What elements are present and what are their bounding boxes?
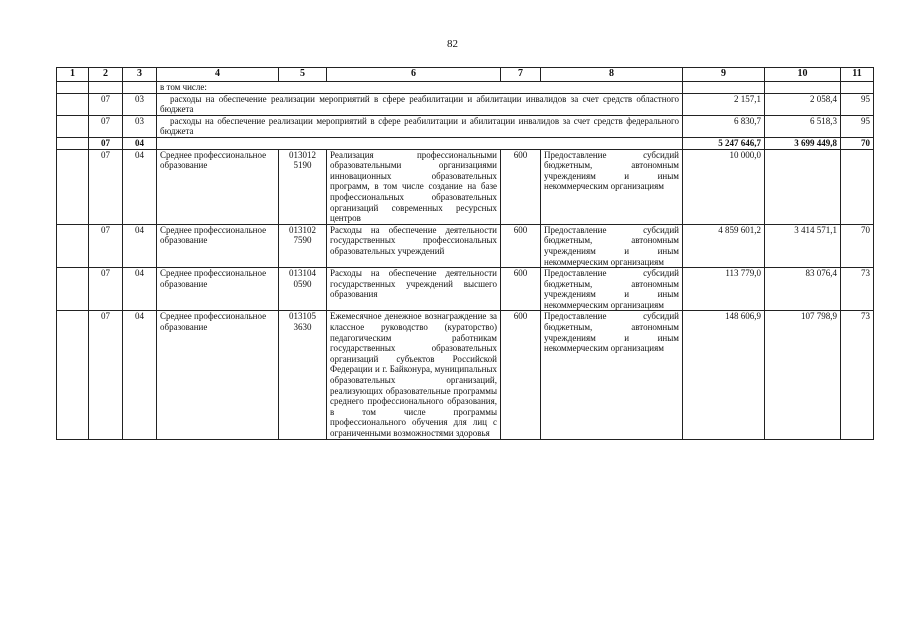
- cell-value-9: 5 247 646,7: [683, 137, 765, 149]
- cell-section: 07: [89, 311, 123, 439]
- col-header-9: 9: [683, 68, 765, 82]
- table-row: [57, 268, 874, 311]
- cell-section: 07: [89, 149, 123, 224]
- col-header-7: 7: [501, 68, 541, 82]
- cell-value-9: 10 000,0: [683, 149, 765, 224]
- cell-value-11: 70: [841, 224, 874, 267]
- cell-section: 07: [89, 115, 123, 137]
- cell-subsection-name: Среднее профессиональное образование: [157, 268, 279, 311]
- col-header-4: 4: [157, 68, 279, 82]
- cell-description: расходы на обеспечение реализации мероприятий в сфере реабилитации и абилитации инвалидов за счет средств областного бюджета: [157, 93, 683, 115]
- col-header-11: 11: [841, 68, 874, 82]
- cell-value-11: 73: [841, 311, 874, 439]
- cell-section: 07: [89, 224, 123, 267]
- cell-target-code: 013012 5190: [279, 149, 327, 224]
- cell-value-10: 83 076,4: [765, 268, 841, 311]
- cell-target-name: Расходы на обеспечение деятельности государственных учреждений высшего образования: [327, 268, 501, 311]
- cell-value-11: 70: [841, 137, 874, 149]
- cell-value-10: 2 058,4: [765, 93, 841, 115]
- cell-value-9: 4 859 601,2: [683, 224, 765, 267]
- cell-subsection: 04: [123, 311, 157, 439]
- cell-subsection-name: Среднее профессиональное образование: [157, 224, 279, 267]
- col-header-5: 5: [279, 68, 327, 82]
- cell-target-name: Ежемесячное денежное вознаграждение за классное руководство (кураторство) педагогическим работникам государственных образовательных организаций субъектов Российской Федерации и г. Байконура, муниципальных образовательных организаций, реализующих образовательные программы среднего профессионального образования, в том числе программы профессионального обучения для лиц с ограниченными возможностями здоровья: [327, 311, 501, 439]
- cell-subsection-name: Среднее профессиональное образование: [157, 149, 279, 224]
- col-header-1: 1: [57, 68, 89, 82]
- cell-expense-name: Предоставление субсидий бюджетным, автономным учреждениям и иным некоммерческим организациям: [541, 311, 683, 439]
- table-row: [57, 115, 874, 137]
- cell-subsection: 04: [123, 137, 157, 149]
- cell-target-name: Расходы на обеспечение деятельности государственных профессиональных образовательных учреждений: [327, 224, 501, 267]
- cell-value-10: 3 414 571,1: [765, 224, 841, 267]
- table-row: [57, 82, 874, 94]
- cell-section: 07: [89, 137, 123, 149]
- cell-expense-code: 600: [501, 311, 541, 439]
- cell-expense-name: Предоставление субсидий бюджетным, автономным учреждениям и иным некоммерческим организациям: [541, 224, 683, 267]
- col-header-10: 10: [765, 68, 841, 82]
- cell-value-9: 6 830,7: [683, 115, 765, 137]
- budget-table: [56, 67, 874, 440]
- table-row: [57, 224, 874, 267]
- cell-value-9: 113 779,0: [683, 268, 765, 311]
- cell-section: 07: [89, 93, 123, 115]
- cell-target-name: Реализация профессиональными образовательными организациями инновационных образовательных программ, в том числе создание на базе профессиональных образовательных организаций современных ресурсных центров: [327, 149, 501, 224]
- table-row: [57, 93, 874, 115]
- cell-value-11: 95: [841, 93, 874, 115]
- cell-value-10: 107 798,9: [765, 311, 841, 439]
- header-row: [57, 68, 874, 82]
- cell-value-9: 148 606,9: [683, 311, 765, 439]
- cell-expense-name: Предоставление субсидий бюджетным, автономным учреждениям и иным некоммерческим организациям: [541, 268, 683, 311]
- cell-target-code: 013102 7590: [279, 224, 327, 267]
- cell-target-code: 013104 0590: [279, 268, 327, 311]
- cell-description: расходы на обеспечение реализации мероприятий в сфере реабилитации и абилитации инвалидов за счет средств федерального бюджета: [157, 115, 683, 137]
- in-that-number-label: в том числе:: [157, 82, 683, 94]
- cell-expense-code: 600: [501, 268, 541, 311]
- col-header-2: 2: [89, 68, 123, 82]
- cell-value-10: 3 699 449,8: [765, 137, 841, 149]
- cell-value-11: [841, 149, 874, 224]
- total-row: [57, 137, 874, 149]
- table-row: [57, 149, 874, 224]
- cell-value-11: 73: [841, 268, 874, 311]
- cell-value-11: 95: [841, 115, 874, 137]
- cell-expense-code: 600: [501, 224, 541, 267]
- cell-subsection: 04: [123, 268, 157, 311]
- col-header-3: 3: [123, 68, 157, 82]
- cell-subsection: 04: [123, 224, 157, 267]
- col-header-8: 8: [541, 68, 683, 82]
- cell-subsection: 04: [123, 149, 157, 224]
- cell-section: 07: [89, 268, 123, 311]
- cell-value-10: [765, 149, 841, 224]
- col-header-6: 6: [327, 68, 501, 82]
- cell-expense-code: 600: [501, 149, 541, 224]
- cell-subsection: 03: [123, 93, 157, 115]
- cell-subsection: 03: [123, 115, 157, 137]
- cell-subsection-name: Среднее профессиональное образование: [157, 311, 279, 439]
- cell-value-10: 6 518,3: [765, 115, 841, 137]
- cell-value-9: 2 157,1: [683, 93, 765, 115]
- cell-expense-name: Предоставление субсидий бюджетным, автономным учреждениям и иным некоммерческим организациям: [541, 149, 683, 224]
- table-row: [57, 311, 874, 439]
- page-number: 82: [447, 38, 458, 50]
- cell-target-code: 013105 3630: [279, 311, 327, 439]
